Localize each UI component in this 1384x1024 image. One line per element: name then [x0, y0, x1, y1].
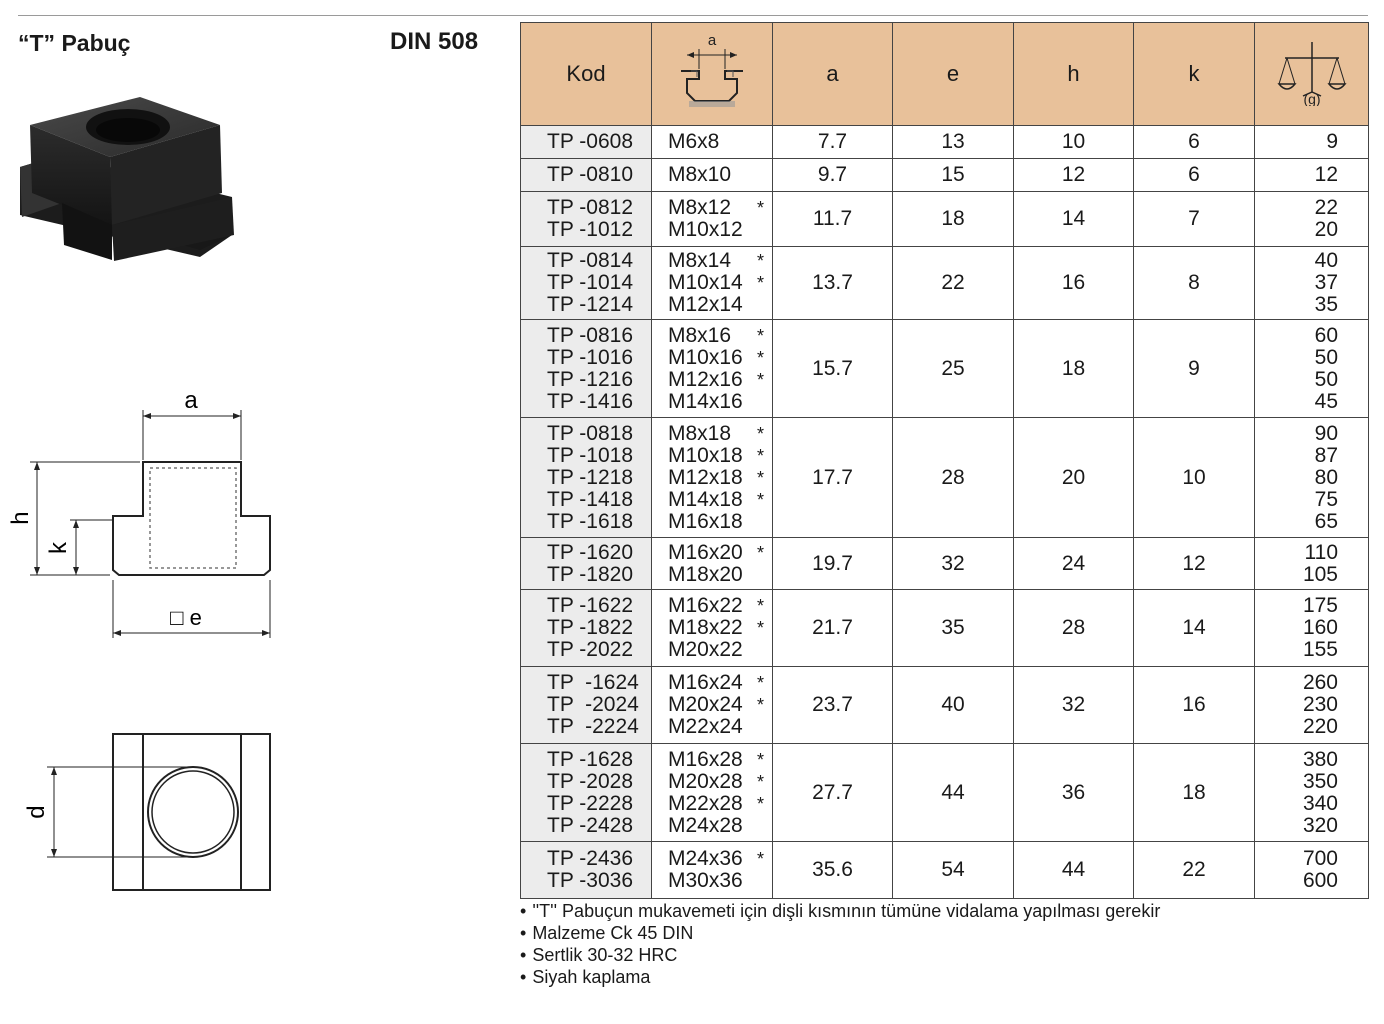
product-code: TP -1620	[547, 540, 633, 564]
col-e: e	[893, 23, 1014, 126]
cell-a: 11.7	[773, 192, 893, 247]
asterisk-mark: *	[756, 618, 764, 638]
weight-value: 87	[1314, 443, 1338, 467]
product-code: TP -1018	[547, 443, 633, 467]
table-row	[521, 247, 1369, 320]
product-code: TP -0812	[547, 196, 633, 219]
col-h: h	[1014, 23, 1134, 126]
product-code: TP -1016	[547, 345, 633, 369]
thread-size: M10x16	[668, 345, 743, 369]
cell-thread	[652, 320, 773, 418]
note-item: • ''T'' Pabuçun mukavemeti için dişli kısmının tümüne vidalama yapılması gerekir	[520, 900, 1160, 922]
dim-h-label: h	[7, 511, 34, 525]
product-code: TP -1624	[547, 671, 639, 694]
top-view-drawing	[0, 720, 300, 910]
cell-thread	[652, 126, 773, 159]
cell-weight	[1255, 247, 1369, 320]
slot-width-label: a	[707, 32, 717, 49]
thread-size: M12x14	[668, 293, 743, 316]
cell-k: 14	[1134, 590, 1255, 667]
thread-size: M16x18	[668, 509, 743, 533]
dim-k-label: k	[45, 542, 72, 554]
cell-thread	[652, 247, 773, 320]
cell-code	[521, 842, 652, 899]
dim-e-label: □ e	[170, 605, 202, 630]
note-item: • Malzeme Ck 45 DIN	[520, 922, 1160, 944]
weight-value: 110	[1304, 540, 1338, 564]
asterisk-mark: *	[756, 849, 764, 869]
asterisk-mark: *	[756, 489, 764, 510]
weight-value: 350	[1302, 769, 1338, 793]
cell-k: 8	[1134, 247, 1255, 320]
cell-a: 7.7	[773, 126, 893, 159]
table-row	[521, 192, 1369, 247]
weight-value: 22	[1314, 196, 1338, 219]
thread-size: M18x22	[668, 616, 743, 639]
thread-size: M16x28	[668, 747, 743, 771]
cell-k: 10	[1134, 418, 1255, 538]
asterisk-mark: *	[756, 542, 764, 563]
cell-code	[521, 538, 652, 590]
asterisk-mark: *	[756, 673, 764, 693]
t-nut-photo	[0, 85, 260, 305]
thread-size: M10x18	[668, 443, 743, 467]
profile-drawing	[0, 380, 300, 650]
weight-value: 12	[1314, 163, 1338, 186]
product-code: TP -2228	[547, 791, 633, 815]
cell-a: 21.7	[773, 590, 893, 667]
asterisk-mark: *	[756, 771, 764, 792]
cell-e: 25	[893, 320, 1014, 418]
col-weight	[1255, 23, 1369, 126]
cell-h: 18	[1014, 320, 1134, 418]
col-thread	[652, 23, 773, 126]
product-code: TP -3036	[547, 869, 633, 892]
note-item: • Siyah kaplama	[520, 966, 1160, 988]
cell-e: 32	[893, 538, 1014, 590]
thread-size: M20x24	[668, 693, 743, 716]
cell-weight	[1255, 667, 1369, 744]
product-code: TP -1216	[547, 367, 633, 391]
weight-value: 90	[1314, 421, 1338, 445]
thread-size: M22x24	[668, 715, 743, 738]
cell-h: 10	[1014, 126, 1134, 159]
product-code: TP -1820	[547, 562, 633, 586]
product-code: TP -2028	[547, 769, 633, 793]
weight-value: 80	[1314, 465, 1338, 489]
weight-value: 155	[1302, 638, 1338, 661]
weight-value: 260	[1302, 671, 1338, 694]
cell-weight	[1255, 159, 1369, 192]
thread-size: M10x12	[668, 218, 743, 241]
cell-a: 27.7	[773, 744, 893, 842]
thread-size: M12x16	[668, 367, 743, 391]
cell-h: 44	[1014, 842, 1134, 899]
cell-e: 15	[893, 159, 1014, 192]
cell-code	[521, 667, 652, 744]
thread-size: M22x28	[668, 791, 743, 815]
cell-code	[521, 320, 652, 418]
thread-size: M6x8	[668, 130, 720, 153]
spec-table	[520, 22, 1369, 899]
product-code: TP -1416	[547, 389, 633, 413]
thread-size: M24x36	[668, 847, 743, 870]
cell-k: 12	[1134, 538, 1255, 590]
thread-size: M16x22	[668, 594, 743, 617]
cell-e: 40	[893, 667, 1014, 744]
thread-size: M10x14	[668, 271, 743, 294]
product-code: TP -2436	[547, 847, 633, 870]
top-rule	[18, 15, 1368, 16]
product-code: TP -0608	[547, 130, 633, 153]
product-code: TP -2224	[547, 715, 639, 738]
thread-size: M8x16	[668, 323, 732, 347]
asterisk-mark: *	[756, 273, 764, 293]
note-item: • Sertlik 30-32 HRC	[520, 944, 1160, 966]
cell-code	[521, 744, 652, 842]
asterisk-mark: *	[756, 198, 764, 218]
asterisk-mark: *	[756, 695, 764, 715]
product-code: TP -0818	[547, 421, 633, 445]
cell-weight	[1255, 418, 1369, 538]
cell-e: 18	[893, 192, 1014, 247]
weight-value: 50	[1314, 367, 1338, 391]
cell-code	[521, 159, 652, 192]
cell-a: 17.7	[773, 418, 893, 538]
table-row	[521, 320, 1369, 418]
notes-list	[520, 900, 1160, 988]
asterisk-mark: *	[756, 325, 764, 346]
page-title: “T” Pabuç	[18, 30, 131, 56]
cell-a: 19.7	[773, 538, 893, 590]
table-row	[521, 538, 1369, 590]
cell-weight	[1255, 538, 1369, 590]
thread-size: M8x12	[668, 196, 732, 219]
product-code: TP -1218	[547, 465, 633, 489]
col-k: k	[1134, 23, 1255, 126]
cell-h: 20	[1014, 418, 1134, 538]
cell-e: 35	[893, 590, 1014, 667]
cell-k: 6	[1134, 126, 1255, 159]
product-code: TP -1418	[547, 487, 633, 511]
weight-value: 230	[1302, 693, 1338, 716]
cell-code	[521, 418, 652, 538]
weight-value: 340	[1302, 791, 1338, 815]
product-code: TP -2024	[547, 693, 639, 716]
cell-code	[521, 192, 652, 247]
cell-thread	[652, 538, 773, 590]
cell-h: 28	[1014, 590, 1134, 667]
col-a: a	[773, 23, 893, 126]
cell-a: 23.7	[773, 667, 893, 744]
cell-code	[521, 590, 652, 667]
cell-k: 9	[1134, 320, 1255, 418]
thread-size: M14x18	[668, 487, 743, 511]
weight-value: 380	[1302, 747, 1338, 771]
product-code: TP -0816	[547, 323, 633, 347]
cell-e: 22	[893, 247, 1014, 320]
weight-value: 160	[1302, 616, 1338, 639]
product-code: TP -1012	[547, 218, 633, 241]
weight-value: 50	[1314, 345, 1338, 369]
cell-code	[521, 247, 652, 320]
thread-size: M18x20	[668, 562, 743, 586]
weight-value: 37	[1314, 271, 1338, 294]
table-row	[521, 126, 1369, 159]
thread-size: M20x28	[668, 769, 743, 793]
asterisk-mark: *	[756, 793, 764, 814]
product-code: TP -1214	[547, 293, 633, 316]
cell-weight	[1255, 590, 1369, 667]
table-row	[521, 418, 1369, 538]
col-kod: Kod	[521, 23, 652, 126]
cell-thread	[652, 842, 773, 899]
weight-value: 45	[1314, 389, 1338, 413]
cell-weight	[1255, 842, 1369, 899]
cell-h: 14	[1014, 192, 1134, 247]
table-row	[521, 744, 1369, 842]
table-header-row	[521, 23, 1369, 126]
cell-thread	[652, 667, 773, 744]
product-code: TP -0814	[547, 249, 633, 272]
cell-a: 35.6	[773, 842, 893, 899]
table-row	[521, 590, 1369, 667]
weight-value: 9	[1326, 130, 1338, 153]
cell-k: 7	[1134, 192, 1255, 247]
weight-value: 700	[1302, 847, 1338, 870]
cell-thread	[652, 744, 773, 842]
thread-size: M8x14	[668, 249, 732, 272]
cell-thread	[652, 159, 773, 192]
product-code: TP -1822	[547, 616, 633, 639]
product-code: TP -1014	[547, 271, 633, 294]
weight-unit-label: (g)	[1302, 91, 1321, 106]
asterisk-mark: *	[756, 423, 764, 444]
t-slot-icon	[677, 31, 747, 111]
cell-h: 32	[1014, 667, 1134, 744]
product-code: TP -1622	[547, 594, 633, 617]
cell-weight	[1255, 320, 1369, 418]
cell-a: 15.7	[773, 320, 893, 418]
product-code: TP -2428	[547, 813, 633, 837]
table-row	[521, 159, 1369, 192]
weight-value: 20	[1314, 218, 1338, 241]
cell-e: 44	[893, 744, 1014, 842]
cell-a: 9.7	[773, 159, 893, 192]
thread-size: M8x18	[668, 421, 732, 445]
cell-thread	[652, 192, 773, 247]
cell-h: 12	[1014, 159, 1134, 192]
weight-value: 40	[1314, 249, 1338, 272]
asterisk-mark: *	[756, 467, 764, 488]
asterisk-mark: *	[756, 369, 764, 390]
thread-size: M16x20	[668, 540, 743, 564]
thread-size: M12x18	[668, 465, 743, 489]
product-code: TP -0810	[547, 163, 633, 186]
asterisk-mark: *	[756, 445, 764, 466]
cell-a: 13.7	[773, 247, 893, 320]
scale-icon	[1277, 36, 1347, 106]
weight-value: 220	[1302, 715, 1338, 738]
thread-size: M16x24	[668, 671, 743, 694]
cell-weight	[1255, 744, 1369, 842]
cell-weight	[1255, 192, 1369, 247]
cell-h: 36	[1014, 744, 1134, 842]
dim-a-label: a	[184, 387, 198, 414]
weight-value: 175	[1302, 594, 1338, 617]
cell-h: 24	[1014, 538, 1134, 590]
product-code: TP -1628	[547, 747, 633, 771]
weight-value: 75	[1314, 487, 1338, 511]
product-code: TP -1618	[547, 509, 633, 533]
thread-size: M14x16	[668, 389, 743, 413]
cell-thread	[652, 418, 773, 538]
thread-size: M8x10	[668, 163, 732, 186]
asterisk-mark: *	[756, 749, 764, 770]
product-code: TP -2022	[547, 638, 633, 661]
thread-size: M24x28	[668, 813, 743, 837]
cell-code	[521, 126, 652, 159]
asterisk-mark: *	[756, 596, 764, 616]
weight-value: 600	[1302, 869, 1338, 892]
cell-k: 16	[1134, 667, 1255, 744]
cell-k: 22	[1134, 842, 1255, 899]
standard-label: DIN 508	[390, 28, 479, 55]
cell-thread	[652, 590, 773, 667]
cell-e: 13	[893, 126, 1014, 159]
table-row	[521, 667, 1369, 744]
cell-k: 18	[1134, 744, 1255, 842]
asterisk-mark: *	[756, 347, 764, 368]
weight-value: 65	[1314, 509, 1338, 533]
weight-value: 105	[1302, 562, 1338, 586]
thread-size: M30x36	[668, 869, 743, 892]
cell-e: 54	[893, 842, 1014, 899]
weight-value: 35	[1314, 293, 1338, 316]
cell-h: 16	[1014, 247, 1134, 320]
cell-k: 6	[1134, 159, 1255, 192]
dim-d-label: d	[23, 805, 50, 819]
weight-value: 320	[1302, 813, 1338, 837]
asterisk-mark: *	[756, 251, 764, 271]
table-row	[521, 842, 1369, 899]
cell-e: 28	[893, 418, 1014, 538]
weight-value: 60	[1314, 323, 1338, 347]
thread-size: M20x22	[668, 638, 743, 661]
cell-weight	[1255, 126, 1369, 159]
